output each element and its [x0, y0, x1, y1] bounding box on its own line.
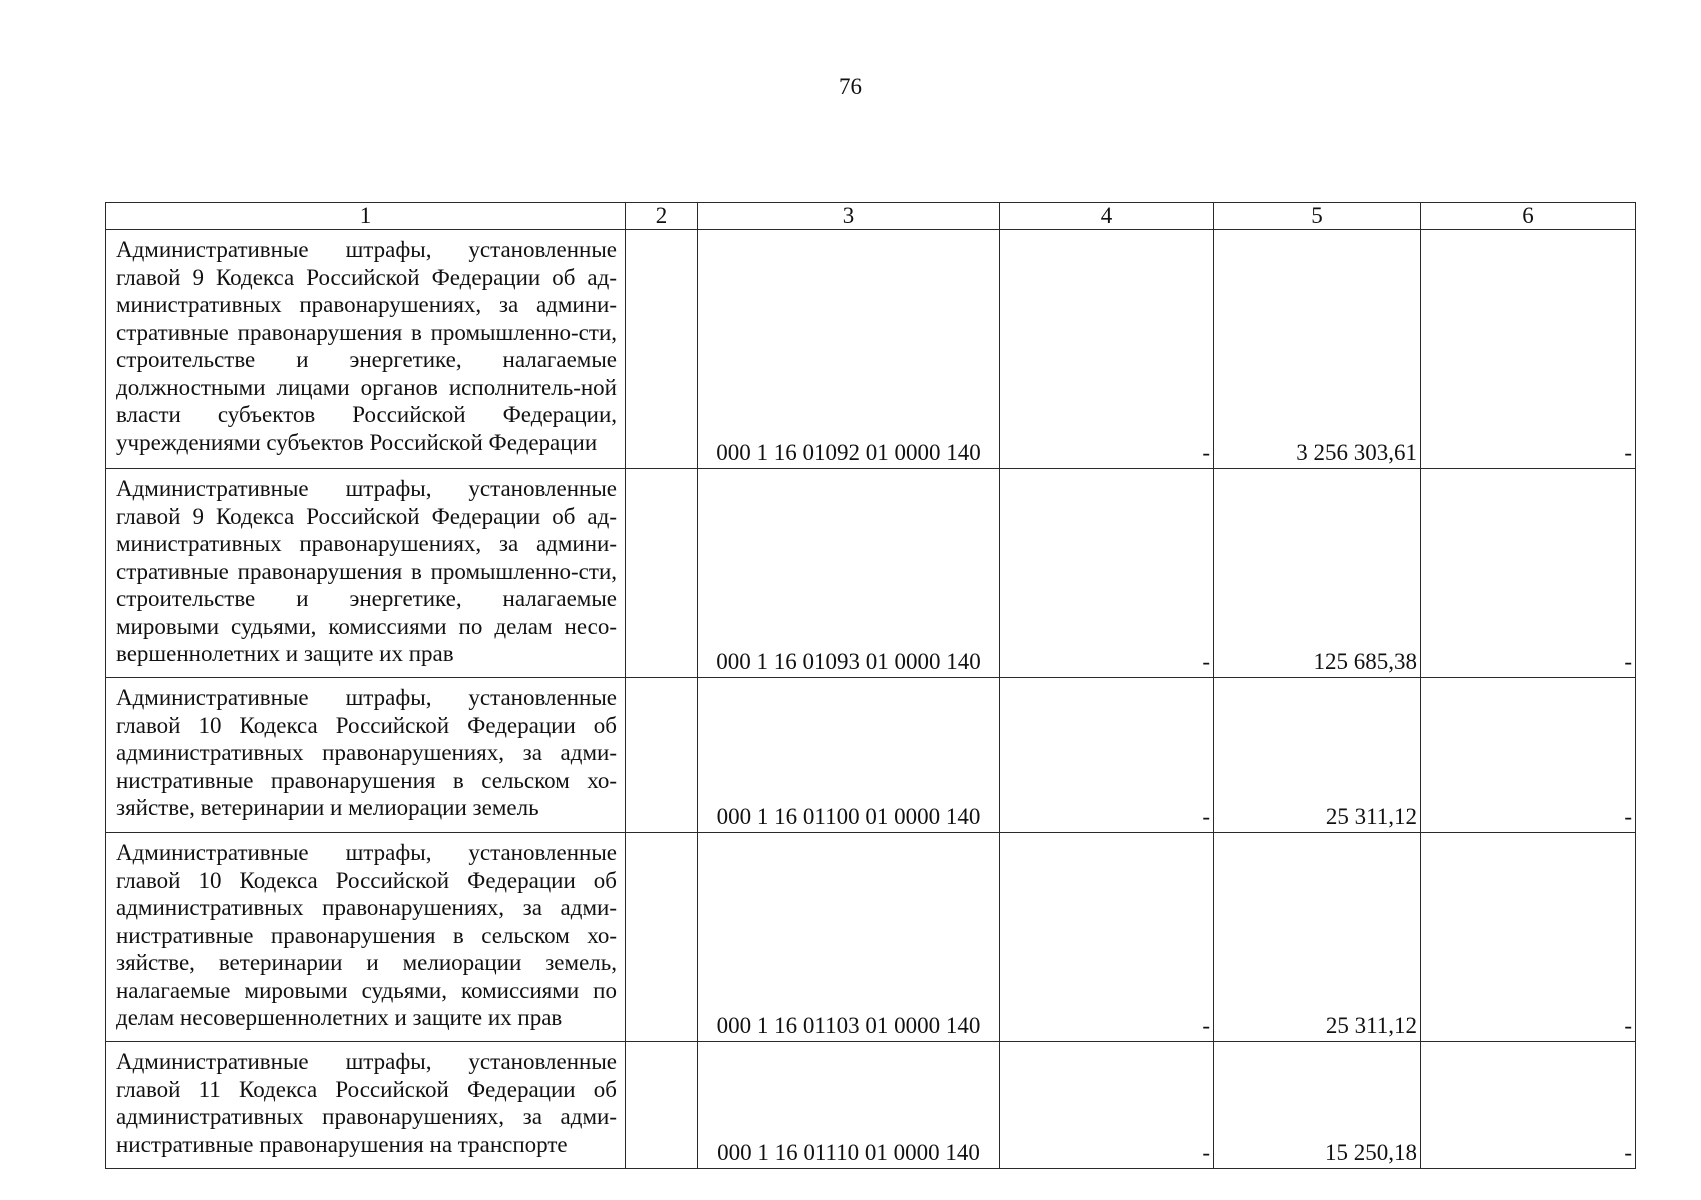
column-header-3: 3	[698, 203, 1000, 230]
row-description: Административные штрафы, установленные главой 10 Кодекса Российской Федерации об административных правонарушениях, за адми-нистративные правонарушения в сельском хо-зяйстве, ветеринарии и мелиорации земель, налагаемые мировыми судьями, комиссиями по делам несовершеннолетних и защите их прав	[106, 833, 626, 1042]
column-header-1: 1	[106, 203, 626, 230]
row-col5-amount: 3 256 303,61	[1214, 230, 1421, 469]
row-col4-value: -	[1000, 1042, 1214, 1169]
column-header-2: 2	[626, 203, 698, 230]
row-col2	[626, 469, 698, 678]
table-row	[106, 230, 1636, 469]
row-col6-value: -	[1421, 678, 1636, 833]
page-number: 76	[839, 74, 862, 99]
row-budget-code: 000 1 16 01100 01 0000 140	[698, 678, 1000, 833]
table-row	[106, 678, 1636, 833]
table-header-row	[106, 203, 1636, 230]
row-budget-code: 000 1 16 01092 01 0000 140	[698, 230, 1000, 469]
row-budget-code: 000 1 16 01093 01 0000 140	[698, 469, 1000, 678]
row-col2	[626, 1042, 698, 1169]
row-col2	[626, 230, 698, 469]
row-description: Административные штрафы, установленные главой 9 Кодекса Российской Федерации об ад-министративных правонарушениях, за админи-стративные правонарушения в промышленно-сти, строительстве и энергетике, налагаемые мировыми судьями, комиссиями по делам несо-вершеннолетних и защите их прав	[106, 469, 626, 678]
row-col4-value: -	[1000, 833, 1214, 1042]
row-description: Административные штрафы, установленные главой 10 Кодекса Российской Федерации об административных правонарушениях, за адми-нистративные правонарушения в сельском хо-зяйстве, ветеринарии и мелиорации земель	[106, 678, 626, 833]
table-row	[106, 833, 1636, 1042]
table-row	[106, 1042, 1636, 1169]
row-col5-amount: 25 311,12	[1214, 833, 1421, 1042]
row-col6-value: -	[1421, 1042, 1636, 1169]
row-col5-amount: 125 685,38	[1214, 469, 1421, 678]
row-col6-value: -	[1421, 469, 1636, 678]
row-description: Административные штрафы, установленные главой 11 Кодекса Российской Федерации об административных правонарушениях, за адми-нистративные правонарушения на транспорте	[106, 1042, 626, 1169]
row-col4-value: -	[1000, 230, 1214, 469]
column-header-6: 6	[1421, 203, 1636, 230]
row-col5-amount: 25 311,12	[1214, 678, 1421, 833]
row-col6-value: -	[1421, 833, 1636, 1042]
row-col2	[626, 833, 698, 1042]
column-header-4: 4	[1000, 203, 1214, 230]
row-col2	[626, 678, 698, 833]
row-description: Административные штрафы, установленные главой 9 Кодекса Российской Федерации об ад-министративных правонарушениях, за админи-стративные правонарушения в промышленно-сти, строительстве и энергетике, налагаемые должностными лицами органов исполнитель-ной власти субъектов Российской Федерации, учреждениями субъектов Российской Федерации	[106, 230, 626, 469]
fines-revenue-table	[105, 202, 1636, 1169]
row-budget-code: 000 1 16 01110 01 0000 140	[698, 1042, 1000, 1169]
row-col4-value: -	[1000, 678, 1214, 833]
table-row	[106, 469, 1636, 678]
row-col5-amount: 15 250,18	[1214, 1042, 1421, 1169]
column-header-5: 5	[1214, 203, 1421, 230]
row-col6-value: -	[1421, 230, 1636, 469]
row-budget-code: 000 1 16 01103 01 0000 140	[698, 833, 1000, 1042]
row-col4-value: -	[1000, 469, 1214, 678]
